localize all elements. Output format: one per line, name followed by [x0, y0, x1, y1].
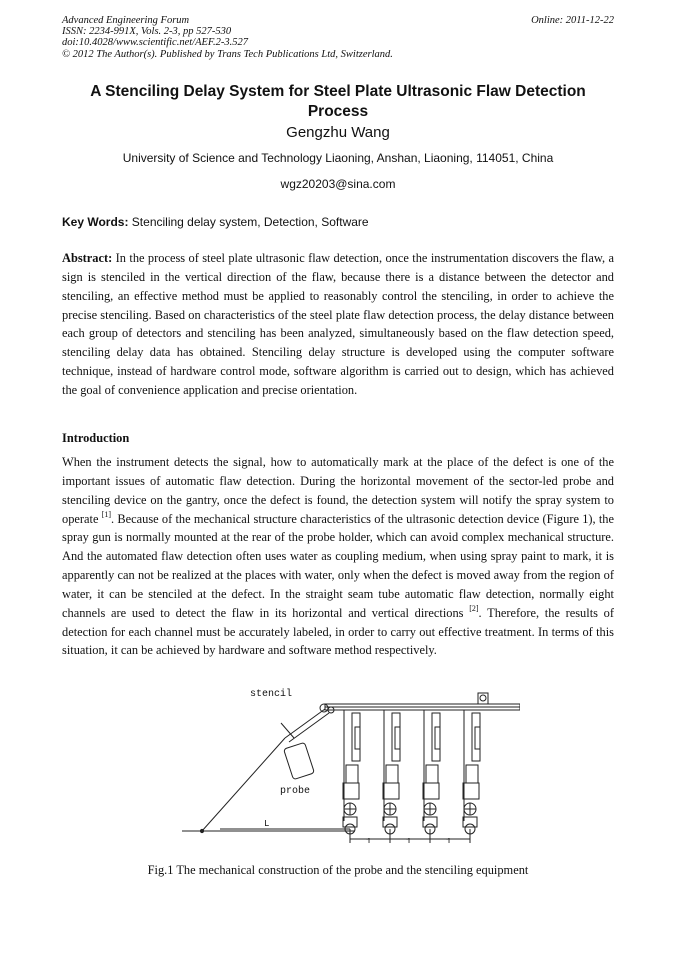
keywords-line [62, 215, 614, 230]
doi-line: doi:10.4028/www.scientific.net/AEF.2-3.527 [62, 37, 248, 49]
citation-2: [2] [469, 603, 479, 613]
probe-holder-3 [423, 710, 440, 834]
copyright-line: © 2012 The Author(s). Published by Trans Tech Publications Ltd, Switzerland. [62, 48, 393, 60]
figure-caption: Fig.1 The mechanical construction of the probe and the stenciling equipment [147, 863, 529, 877]
author-email: wgz20203@sina.com [280, 177, 396, 191]
abstract-text: In the process of steel plate ultrasonic flaw detection, once the instrumentation discovers the flaw, a sign is stenciled in the vertical direction of the flaw, because there is a distance between the detector and stenciling, an effective method must be applied to reasonably control the stenciling, in order to achieve the precise stenciling. Based on characteristics of the steel plate flaw detection process, the delay distance between each group of detectors and stenciling has been analyzed, simultaneously based on the flaw detection speed, stenciling delay data has obtained. Stenciling delay structure is developed using the computer software technique, instead of hardware control mode, software algorithm is carried out to design, which has achieved the goal of convenience application and precise orientation. [62, 251, 614, 397]
journal-name: Advanced Engineering Forum [62, 15, 190, 26]
mark-point [200, 829, 203, 832]
abstract-paragraph [62, 249, 614, 400]
issn-line: ISSN: 2234-991X, Vols. 2-3, pp 527-530 [62, 26, 232, 38]
online-date: Online: 2011-12-22 [531, 15, 614, 26]
keywords-label: Key Words: [62, 215, 129, 229]
figure-mechanical-construction [180, 683, 520, 843]
paper-title: A Stenciling Delay System for Steel Plate Ultrasonic Flaw Detection Process [90, 83, 586, 120]
spacing-label-1: 1 [366, 837, 372, 843]
spacing-label-2: 1 [406, 837, 412, 843]
probe-holder-2 [383, 710, 400, 834]
author-affiliation: University of Science and Technology Liaoning, Anshan, Liaoning, 114051, China [122, 151, 554, 165]
intro-text-3: . Therefore, the results of detection for each channel must be accurately labeled, in order to carry out effective treatment. In terms of this situation, it can be achieved by hardware and software method respectively. [62, 605, 614, 658]
introduction-heading: Introduction [62, 431, 130, 445]
label-L: L [264, 819, 270, 829]
intro-text-2: . Because of the mechanical structure characteristics of the ultrasonic detection device (Figure 1), the spray gun is normally mounted at the rear of the probe holder, which can avoid complex mechanical structure. And the automated flaw detection often uses water as coupling medium, when using spray paint to mark, it is apparently can not be realized at the places with water, only when the defect is moved away from the region of water, it can be stenciled at the defect. In the straight seam tube automatic flaw detection, normally eight channels are used to detect the flaw in its horizontal and vertical directions [62, 511, 614, 620]
citation-1: [1] [101, 509, 112, 519]
spray-line [202, 738, 285, 831]
introduction-paragraph [62, 453, 614, 660]
author-name: Gengzhu Wang [286, 124, 390, 141]
intro-text-1: When the instrument detects the signal, how to automatically mark at the place of the defect is one of the important issues of automatic flaw detection. During the horizontal movement of the sector-led probe and stenciling device on the gantry, once the defect is found, the detection system will notify the spray system to operate [62, 455, 614, 526]
label-probe: probe [280, 786, 311, 797]
stencil-gun [281, 704, 334, 780]
keywords-text: Stenciling delay system, Detection, Software [128, 215, 369, 229]
probe-holder-4 [463, 710, 480, 834]
spacing-label-3: 1 [446, 837, 452, 843]
probe-holder-1 [343, 710, 360, 834]
label-stencil: stencil [250, 689, 293, 700]
journal-header [62, 15, 614, 60]
abstract-label: Abstract: [62, 251, 113, 265]
